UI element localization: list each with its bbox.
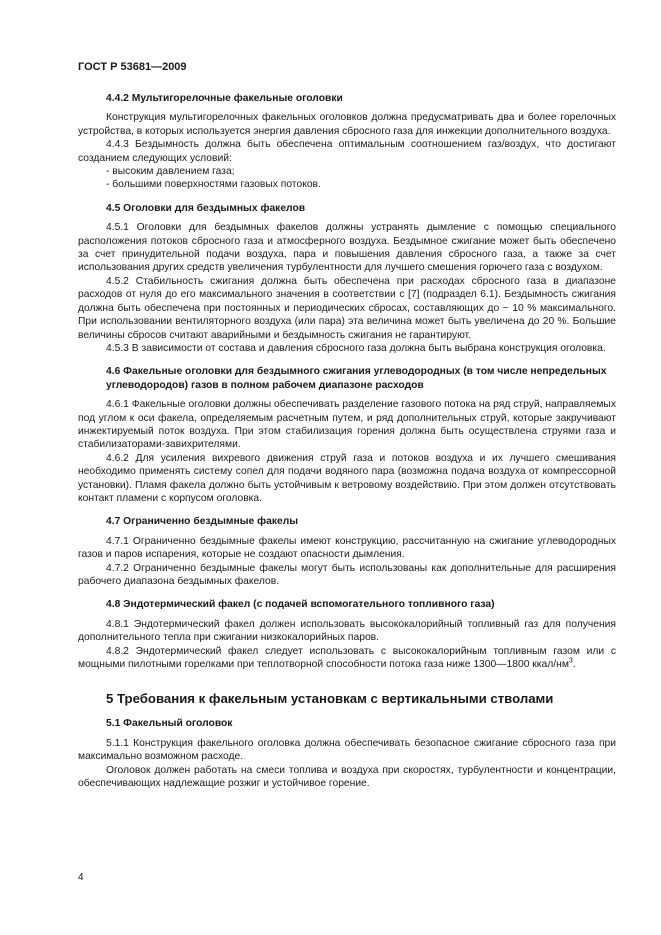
paragraph [78, 645, 616, 672]
paragraph: Конструкция мультигорелочных факельных оголовков должна предусматривать два и более горелочных устройства, в которых используется энергия давления сбросного газа для инжекции дополнительного воздуха. [78, 112, 616, 137]
paragraph: 4.6.2 Для усиления вихревого движения струй газа и потоков воздуха и их лучшего смешивания необходимо применять систему сопел для подачи водяного пара (возможна подача воздуха от компрессорной установки). Пламя факела должно быть устойчивым к ветровому воздействию. При этом должен отсутствовать контакт пламени с корпусом оголовка. [78, 452, 616, 504]
section-heading: 4.4.2 Мультигорелочные факельные оголовки [106, 93, 343, 104]
paragraph-tail: . [572, 659, 576, 671]
document-header: ГОСТ Р 53681—2009 [78, 61, 187, 73]
paragraph: Оголовок должен работать на смеси топлива и воздуха при скоростях, турбулентности и концентрации, обеспечивающих надлежащие розжиг и устойчивое горение. [78, 764, 616, 790]
paragraph: 4.7.2 Ограниченно бездымные факелы могут быть использованы как дополнительные для расширения рабочего диапазона бездымных факелов. [78, 562, 616, 587]
list-item: - большими поверхностями газовых потоков. [106, 179, 321, 191]
list-item: - высоким давлением газа; [106, 166, 235, 178]
page-number: 4 [78, 872, 84, 883]
section-heading: 5.1 Факельный оголовок [106, 718, 233, 730]
paragraph: 4.5.2 Стабильность сжигания должна быть обеспечена при расходах сбросного газа в диапазоне расходов от нуля до его максимального значения в соответствии с [7] (подраздел 6.1). Бездымность сжигания должна быть обеспечена при постоянных и периодических сбросах, составляющих до ~ 10 % максимального. При использовании вентиляторного воздуха (или пара) эта величина может быть увеличена до 20 %. Большие величины сбросов считают аварийными и бездымность сжигания не гарантируют. [78, 275, 616, 341]
document-body [78, 92, 616, 790]
paragraph: 4.5.3 В зависимости от состава и давления сбросного газа должна быть выбрана конструкция оголовка. [106, 342, 606, 354]
paragraph: 5.1.1 Конструкция факельного оголовка должна обеспечивать безопасное сжигание сбросного газа при максимально возможном расходе. [78, 737, 616, 763]
section-heading: 4.7 Ограниченно бездымные факелы [106, 516, 299, 528]
paragraph-text: 4.8.2 Эндотермический факел следует использовать с высококалорийным топливным газом или с мощными пилотными горелками при теплотворной способности потока газа ниже 1300—1800 ккал/нм [78, 645, 616, 671]
section-heading: 4.5 Оголовки для бездымных факелов [106, 202, 306, 214]
paragraph: 4.7.1 Ограниченно бездымные факелы имеют конструкцию, рассчитанную на сжигание углеводородных газов и паров испарения, которые не создают опасности дымления. [78, 535, 616, 561]
paragraph: 4.8.1 Эндотермический факел должен использовать высококалорийный топливный газ для получения дополнительного тепла при сжигании низкокалорийных паров. [78, 618, 616, 644]
paragraph: 4.5.1 Оголовки для бездымных факелов должны устранять дымление с помощью специального расположения потоков сбросного газа и атмосферного воздуха. Бездымное сжигание может быть обеспечено за счет принудительной подачи воздуха, пара и повышения давления сбросного газа, а также за счет использования других средств увеличения турбулентности для лучшего смешения горючего газа с воздухом. [78, 222, 616, 274]
paragraph: 4.4.3 Бездымность должна быть обеспечена оптимальным соотношением газ/воздух, что достигают созданием следующих условий: [78, 139, 616, 164]
section-heading: 4.6 Факельные оголовки для бездымного сжигания углеводородных (в том числе непредельных углеводородов) газов в полном рабочем диапазоне расходов [106, 366, 607, 391]
superscript: 3 [568, 657, 573, 665]
section-heading: 4.8 Эндотермический факел (с подачей вспомогательного топливного газа) [106, 599, 495, 611]
chapter-heading: 5 Требования к факельным установкам с вертикальными стволами [106, 691, 554, 707]
paragraph: 4.6.1 Факельные оголовки должны обеспечивать разделение газового потока на ряд струй, направляемых под углом к оси факела, определяемым расчетным путем, и ряд дополнительных струй, которые закручивают инжектируемый поток воздуха. При этом стабилизация горения должна быть осуществлена струями газа и стабилизаторами-завихрителями. [78, 399, 616, 451]
